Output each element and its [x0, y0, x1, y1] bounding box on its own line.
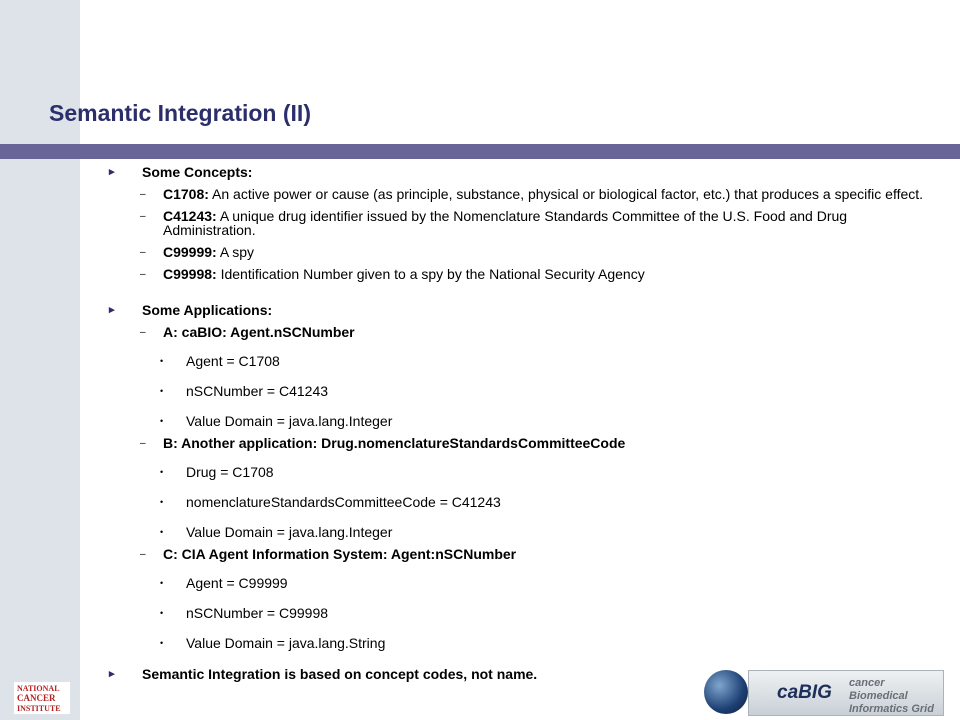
concept-text: A unique drug identifier issued by the Nomenclature Standards Committee of the U.S. Food and Drug Administration.	[163, 208, 848, 238]
dot-bullet-icon: •	[160, 578, 164, 588]
concepts-heading-text: Some Concepts:	[142, 164, 253, 180]
dash-bullet-icon: –	[140, 549, 146, 560]
dot-bullet-icon: •	[160, 416, 164, 426]
application-detail	[105, 383, 925, 400]
triangle-bullet-icon: ▸	[109, 166, 115, 178]
application-detail	[105, 353, 925, 370]
dash-bullet-icon: –	[140, 247, 146, 258]
dot-bullet-icon: •	[160, 386, 164, 396]
application-detail	[105, 605, 925, 622]
conclusion-text: Semantic Integration is based on concept codes, not name.	[142, 666, 538, 682]
application-detail	[105, 635, 925, 652]
detail-text: Agent = C1708	[186, 353, 280, 369]
concept-code: C41243:	[163, 208, 217, 224]
detail-text: nomenclatureStandardsCommitteeCode = C41243	[186, 494, 501, 510]
concept-text: A spy	[216, 244, 255, 260]
application-group-label	[105, 325, 925, 339]
applications-heading-text: Some Applications:	[142, 302, 273, 318]
cabig-wordmark: caBIG	[777, 682, 832, 703]
application-group-text: B: Another application: Drug.nomenclatureStandardsCommitteeCode	[163, 435, 626, 451]
dot-bullet-icon: •	[160, 527, 164, 537]
application-detail	[105, 494, 925, 511]
dot-bullet-icon: •	[160, 467, 164, 477]
concept-text: An active power or cause (as principle, substance, physical or biological factor, etc.) that produces a specific effect.	[208, 186, 924, 202]
dot-bullet-icon: •	[160, 638, 164, 648]
applications-heading	[105, 302, 925, 319]
dot-bullet-icon: •	[160, 608, 164, 618]
title-rule	[0, 144, 960, 159]
triangle-bullet-icon: ▸	[109, 668, 115, 680]
application-detail	[105, 464, 925, 481]
concept-text: Identification Number given to a spy by the National Security Agency	[216, 266, 645, 282]
application-group-label	[105, 436, 925, 450]
slide-title: Semantic Integration (II)	[49, 100, 311, 126]
cabig-subtitle: cancer Biomedical Informatics Grid	[849, 677, 934, 715]
concept-code: C99999:	[163, 244, 217, 260]
application-detail	[105, 413, 925, 430]
dash-bullet-icon: –	[140, 189, 146, 200]
svg-text:NATIONAL: NATIONAL	[17, 684, 60, 693]
triangle-bullet-icon: ▸	[109, 304, 115, 316]
application-group-label	[105, 547, 925, 561]
dash-bullet-icon: –	[140, 438, 146, 449]
globe-icon	[704, 670, 748, 714]
detail-text: Value Domain = java.lang.Integer	[186, 524, 393, 540]
concept-code: C99998:	[163, 266, 217, 282]
cabig-banner	[748, 670, 944, 716]
detail-text: Value Domain = java.lang.Integer	[186, 413, 393, 429]
application-detail	[105, 575, 925, 592]
application-group-text: A: caBIO: Agent.nSCNumber	[163, 324, 355, 340]
nci-logo	[14, 682, 70, 714]
svg-text:CANCER: CANCER	[17, 693, 56, 703]
application-group-text: C: CIA Agent Information System: Agent:nSCNumber	[163, 546, 517, 562]
dash-bullet-icon: –	[140, 211, 146, 222]
concept-item	[105, 187, 925, 201]
concept-code: C1708:	[163, 186, 209, 202]
detail-text: nSCNumber = C41243	[186, 383, 329, 399]
detail-text: Agent = C99999	[186, 575, 288, 591]
application-detail	[105, 524, 925, 541]
svg-text:INSTITUTE: INSTITUTE	[17, 704, 61, 713]
dash-bullet-icon: –	[140, 269, 146, 280]
detail-text: Value Domain = java.lang.String	[186, 635, 386, 651]
dot-bullet-icon: •	[160, 356, 164, 366]
concept-item	[105, 267, 925, 281]
detail-text: Drug = C1708	[186, 464, 274, 480]
concepts-heading	[105, 164, 925, 181]
cabig-logo	[700, 664, 944, 720]
detail-text: nSCNumber = C99998	[186, 605, 329, 621]
concept-item	[105, 245, 925, 259]
concept-item	[105, 209, 925, 237]
dash-bullet-icon: –	[140, 327, 146, 338]
dot-bullet-icon: •	[160, 497, 164, 507]
slide-content	[105, 164, 925, 689]
